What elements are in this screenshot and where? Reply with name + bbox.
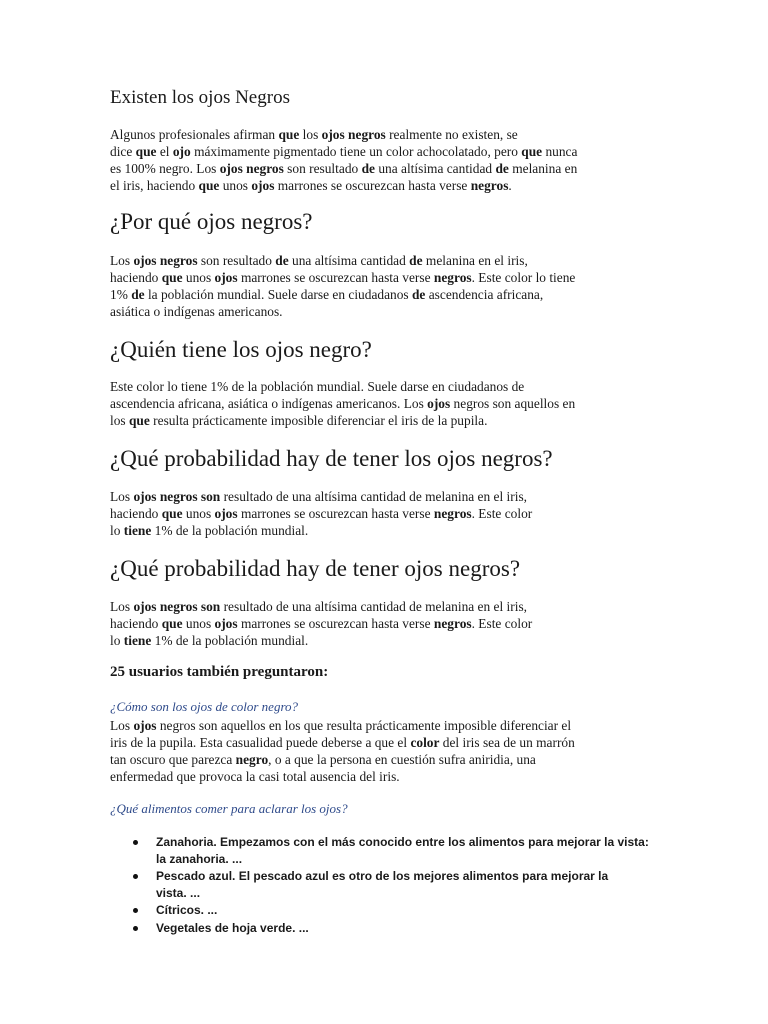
bold-keyword: negro <box>235 752 269 767</box>
text-line: tan oscuro que parezca negro, o a que la persona en cuestión sufra aniridia, una <box>110 752 536 767</box>
bold-keyword: ojos negros <box>321 127 386 142</box>
bold-keyword: ojos <box>214 506 238 521</box>
bold-keyword: de <box>409 253 423 268</box>
text-line: Los ojos negros son resultado de una altísima cantidad de melanina en el iris, <box>110 489 528 504</box>
bold-keyword: tiene <box>123 633 152 648</box>
bold-keyword: negros <box>470 178 509 193</box>
bold-keyword: ojos <box>214 270 238 285</box>
list-item <box>110 902 670 919</box>
text-line: asiática o indígenas americanos. <box>110 304 283 319</box>
text-line: Los ojos negros son resultado de una altísima cantidad de melanina en el iris, <box>110 599 528 614</box>
list-item-line: la zanahoria. ... <box>156 851 243 866</box>
bold-keyword: color <box>410 735 440 750</box>
paragraph-quien-tiene <box>110 378 655 429</box>
people-also-ask-heading: 25 usuarios también preguntaron: <box>110 664 329 680</box>
bold-keyword: ojos <box>251 178 275 193</box>
heading-quien-tiene: ¿Quién tiene los ojos negro? <box>110 337 372 362</box>
bold-keyword: ojo <box>172 144 191 159</box>
bold-keyword: de <box>411 287 426 302</box>
question-link-1[interactable]: ¿Cómo son los ojos de color negro? <box>110 699 299 714</box>
bold-keyword: que <box>128 413 150 428</box>
text-line: haciendo que unos ojos marrones se oscurezcan hasta verse negros. Este color lo tiene <box>110 270 576 285</box>
bold-keyword: ojos negros <box>133 253 198 268</box>
text-line: Algunos profesionales afirman que los ojos negros realmente no existen, se <box>110 127 518 142</box>
bold-keyword: ojos negros son <box>133 489 221 504</box>
document-title: Existen los ojos Negros <box>110 87 290 108</box>
text-line: enfermedad que provoca la casi total ausencia del iris. <box>110 769 400 784</box>
bold-keyword: de <box>361 161 375 176</box>
bold-keyword: de <box>495 161 509 176</box>
text-line: 1% de la población mundial. Suele darse en ciudadanos de ascendencia africana, <box>110 287 544 302</box>
text-line: iris de la pupila. Esta casualidad puede deberse a que el color del iris sea de un marrón <box>110 735 575 750</box>
text-line: lo tiene 1% de la población mundial. <box>110 523 309 538</box>
text-line: haciendo que unos ojos marrones se oscurezcan hasta verse negros. Este color <box>110 616 533 631</box>
text-line: Los ojos negros son resultado de una altísima cantidad de melanina en el iris, <box>110 253 528 268</box>
text-line: el iris, haciendo que unos ojos marrones se oscurezcan hasta verse negros. <box>110 178 512 193</box>
bold-keyword: que <box>198 178 220 193</box>
bold-keyword: negros <box>433 506 472 521</box>
list-item-line: Zanahoria. Empezamos con el más conocido entre los alimentos para mejorar la vista: <box>156 835 649 849</box>
paragraph-probabilidad-1 <box>110 488 655 539</box>
paragraph-probabilidad-2 <box>110 598 655 649</box>
bold-keyword: negros <box>433 270 472 285</box>
answer-paragraph-1 <box>110 717 655 785</box>
text-line: lo tiene 1% de la población mundial. <box>110 633 309 648</box>
bold-keyword: que <box>278 127 300 142</box>
bold-keyword: ojos negros son <box>133 599 221 614</box>
bold-keyword: que <box>521 144 543 159</box>
bold-keyword: que <box>161 506 183 521</box>
text-line: Los ojos negros son aquellos en los que resulta prácticamente imposible diferenciar el <box>110 718 572 733</box>
bold-keyword: ojos negros <box>219 161 284 176</box>
heading-por-que: ¿Por qué ojos negros? <box>110 209 313 234</box>
bold-keyword: negros <box>433 616 472 631</box>
food-bullet-list <box>110 834 670 937</box>
list-item-line: Cítricos. ... <box>156 903 218 917</box>
text-line: es 100% negro. Los ojos negros son resultado de una altísima cantidad de melanina en <box>110 161 578 176</box>
bold-keyword: ojos <box>133 718 157 733</box>
text-line: ascendencia africana, asiática o indígenas americanos. Los ojos negros son aquellos en <box>110 396 576 411</box>
text-line: Este color lo tiene 1% de la población mundial. Suele darse en ciudadanos de <box>110 379 525 394</box>
paragraph-por-que <box>110 252 655 320</box>
bold-keyword: de <box>275 253 289 268</box>
list-item <box>110 920 670 937</box>
intro-paragraph <box>110 126 655 194</box>
bold-keyword: que <box>135 144 157 159</box>
text-line: los que resulta prácticamente imposible diferenciar el iris de la pupila. <box>110 413 488 428</box>
text-line: dice que el ojo máximamente pigmentado tiene un color achocolatado, pero que nunca <box>110 144 578 159</box>
bold-keyword: ojos <box>214 616 238 631</box>
heading-probabilidad-2: ¿Qué probabilidad hay de tener ojos negros? <box>110 556 521 581</box>
bold-keyword: ojos <box>427 396 451 411</box>
heading-probabilidad-1: ¿Qué probabilidad hay de tener los ojos negros? <box>110 446 553 471</box>
bold-keyword: tiene <box>123 523 152 538</box>
list-item <box>110 868 670 901</box>
list-item-line: vista. ... <box>156 885 201 900</box>
question-link-2[interactable]: ¿Qué alimentos comer para aclarar los ojos? <box>110 801 348 816</box>
bold-keyword: que <box>161 270 183 285</box>
list-item <box>110 834 670 867</box>
bold-keyword: que <box>161 616 183 631</box>
list-item-line: Vegetales de hoja verde. ... <box>156 920 309 935</box>
text-line: haciendo que unos ojos marrones se oscurezcan hasta verse negros. Este color <box>110 506 533 521</box>
list-item-line: Pescado azul. El pescado azul es otro de los mejores alimentos para mejorar la <box>156 869 609 883</box>
bold-keyword: de <box>131 287 145 302</box>
